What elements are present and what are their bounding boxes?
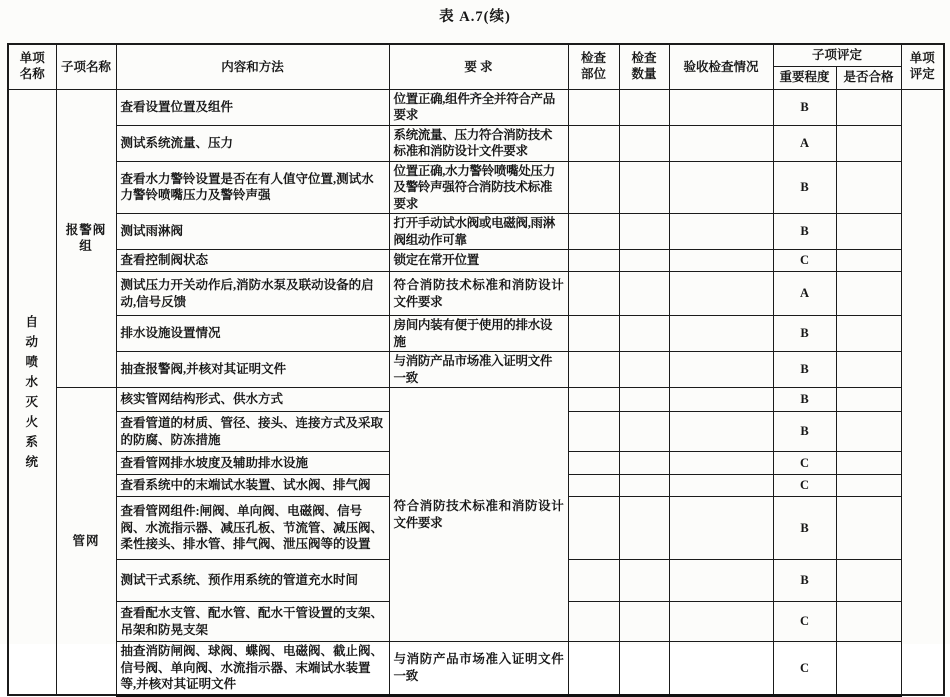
cell-importance: C xyxy=(773,642,836,696)
cell-importance: B xyxy=(773,412,836,452)
cell-acceptance-status xyxy=(669,602,773,642)
cell-qualified xyxy=(836,412,901,452)
cell-acceptance-status xyxy=(669,250,773,272)
cell-acceptance-status xyxy=(669,497,773,560)
cell-content: 查看系统中的末端试水装置、试水阀、排气阀 xyxy=(116,475,389,497)
cell-content: 测试压力开关动作后,消防水泵及联动设备的启动,信号反馈 xyxy=(116,272,389,316)
cell-check-location xyxy=(568,125,619,161)
cell-importance: B xyxy=(773,352,836,388)
cell-check-quantity xyxy=(619,412,669,452)
col-header-acceptance-status: 验收检查情况 xyxy=(669,44,773,89)
cell-content: 抽查报警阀,并核对其证明文件 xyxy=(116,352,389,388)
cell-requirement: 位置正确,组件齐全并符合产品要求 xyxy=(389,89,568,125)
cell-check-quantity xyxy=(619,452,669,475)
cell-check-location xyxy=(568,602,619,642)
cell-content: 查看设置位置及组件 xyxy=(116,89,389,125)
cell-qualified xyxy=(836,352,901,388)
cell-content: 测试系统流量、压力 xyxy=(116,125,389,161)
col-header-requirement: 要 求 xyxy=(389,44,568,89)
cell-acceptance-status xyxy=(669,316,773,352)
cell-importance: A xyxy=(773,125,836,161)
cell-requirement: 锁定在常开位置 xyxy=(389,250,568,272)
cell-importance: B xyxy=(773,214,836,250)
cell-check-quantity xyxy=(619,642,669,696)
cell-qualified xyxy=(836,452,901,475)
cell-check-location xyxy=(568,412,619,452)
col-header-sub-item-eval: 子项评定 xyxy=(773,44,901,66)
cell-content: 抽查消防闸阀、球阀、蝶阀、电磁阀、截止阀、信号阀、单向阀、水流指示器、末端试水装置等,并核对其证明文件 xyxy=(116,642,389,696)
cell-check-quantity xyxy=(619,250,669,272)
cell-requirement: 与消防产品市场准入证明文件一致 xyxy=(389,642,568,696)
cell-item-eval xyxy=(901,89,944,695)
cell-check-location xyxy=(568,642,619,696)
cell-acceptance-status xyxy=(669,214,773,250)
cell-qualified xyxy=(836,250,901,272)
cell-requirement: 位置正确,水力警铃喷嘴处压力及警铃声强符合消防技术标准要求 xyxy=(389,161,568,214)
col-header-check-location: 检查部位 xyxy=(568,44,619,89)
cell-check-quantity xyxy=(619,89,669,125)
cell-acceptance-status xyxy=(669,452,773,475)
cell-sub-item-pipe-network: 管网 xyxy=(56,388,116,696)
col-header-qualified: 是否合格 xyxy=(836,66,901,89)
col-header-sub-item-name: 子项名称 xyxy=(56,44,116,89)
cell-importance: B xyxy=(773,497,836,560)
col-header-item-eval: 单项评定 xyxy=(901,44,944,89)
cell-check-quantity xyxy=(619,125,669,161)
cell-check-location xyxy=(568,497,619,560)
cell-check-quantity xyxy=(619,602,669,642)
cell-check-location xyxy=(568,388,619,412)
cell-acceptance-status xyxy=(669,352,773,388)
cell-content: 查看管网排水坡度及辅助排水设施 xyxy=(116,452,389,475)
cell-acceptance-status xyxy=(669,475,773,497)
cell-content: 查看管道的材质、管径、接头、连接方式及采取的防腐、防冻措施 xyxy=(116,412,389,452)
cell-check-location xyxy=(568,316,619,352)
cell-qualified xyxy=(836,161,901,214)
cell-sub-item-alarm-valve-group: 报警阀组 xyxy=(56,89,116,388)
cell-qualified xyxy=(836,125,901,161)
cell-check-location xyxy=(568,475,619,497)
cell-content: 测试干式系统、预作用系统的管道充水时间 xyxy=(116,560,389,602)
col-header-importance: 重要程度 xyxy=(773,66,836,89)
cell-check-location xyxy=(568,161,619,214)
col-header-content-method: 内容和方法 xyxy=(116,44,389,89)
cell-requirement: 房间内装有便于使用的排水设施 xyxy=(389,316,568,352)
col-header-check-quantity: 检查数量 xyxy=(619,44,669,89)
cell-check-quantity xyxy=(619,475,669,497)
cell-qualified xyxy=(836,560,901,602)
cell-content: 查看配水支管、配水管、配水干管设置的支架、吊架和防晃支架 xyxy=(116,602,389,642)
cell-importance: C xyxy=(773,475,836,497)
cell-qualified xyxy=(836,388,901,412)
cell-content: 排水设施设置情况 xyxy=(116,316,389,352)
cell-content: 核实管网结构形式、供水方式 xyxy=(116,388,389,412)
cell-check-location xyxy=(568,352,619,388)
cell-acceptance-status xyxy=(669,161,773,214)
cell-requirement: 打开手动试水阀或电磁阀,雨淋阀组动作可靠 xyxy=(389,214,568,250)
cell-importance: B xyxy=(773,388,836,412)
cell-qualified xyxy=(836,316,901,352)
inspection-table xyxy=(7,43,945,697)
cell-importance: B xyxy=(773,89,836,125)
cell-qualified xyxy=(836,602,901,642)
cell-acceptance-status xyxy=(669,560,773,602)
cell-qualified xyxy=(836,89,901,125)
cell-qualified xyxy=(836,272,901,316)
cell-check-location xyxy=(568,214,619,250)
cell-importance: C xyxy=(773,250,836,272)
cell-importance: B xyxy=(773,161,836,214)
cell-check-quantity xyxy=(619,497,669,560)
cell-requirement: 与消防产品市场准入证明文件一致 xyxy=(389,352,568,388)
cell-check-quantity xyxy=(619,161,669,214)
cell-acceptance-status xyxy=(669,642,773,696)
col-header-item-name: 单项名称 xyxy=(8,44,56,89)
cell-qualified xyxy=(836,475,901,497)
cell-requirement-merged: 符合消防技术标准和消防设计文件要求 xyxy=(389,388,568,642)
cell-importance: C xyxy=(773,452,836,475)
cell-importance: B xyxy=(773,560,836,602)
cell-check-quantity xyxy=(619,272,669,316)
cell-check-quantity xyxy=(619,352,669,388)
table-title: 表 A.7(续) xyxy=(439,9,511,25)
cell-check-location xyxy=(568,250,619,272)
cell-check-location xyxy=(568,272,619,316)
cell-check-quantity xyxy=(619,214,669,250)
cell-qualified xyxy=(836,642,901,696)
cell-item-name: 自动喷水灭火系统 xyxy=(8,89,56,695)
cell-check-location xyxy=(568,89,619,125)
cell-content: 测试雨淋阀 xyxy=(116,214,389,250)
cell-requirement: 符合消防技术标准和消防设计文件要求 xyxy=(389,272,568,316)
cell-qualified xyxy=(836,214,901,250)
cell-content: 查看水力警铃设置是否在有人值守位置,测试水力警铃喷嘴压力及警铃声强 xyxy=(116,161,389,214)
cell-importance: B xyxy=(773,316,836,352)
cell-content: 查看控制阀状态 xyxy=(116,250,389,272)
cell-acceptance-status xyxy=(669,125,773,161)
cell-check-location xyxy=(568,452,619,475)
cell-qualified xyxy=(836,497,901,560)
cell-content: 查看管网组件:闸阀、单向阀、电磁阀、信号阀、水流指示器、减压孔板、节流管、减压阀、柔性接头、排水管、排气阀、泄压阀等的设置 xyxy=(116,497,389,560)
cell-importance: C xyxy=(773,602,836,642)
cell-check-location xyxy=(568,560,619,602)
cell-check-quantity xyxy=(619,388,669,412)
cell-check-quantity xyxy=(619,316,669,352)
cell-acceptance-status xyxy=(669,89,773,125)
cell-check-quantity xyxy=(619,560,669,602)
cell-importance: A xyxy=(773,272,836,316)
cell-acceptance-status xyxy=(669,412,773,452)
cell-requirement: 系统流量、压力符合消防技术标准和消防设计文件要求 xyxy=(389,125,568,161)
cell-acceptance-status xyxy=(669,272,773,316)
cell-acceptance-status xyxy=(669,388,773,412)
